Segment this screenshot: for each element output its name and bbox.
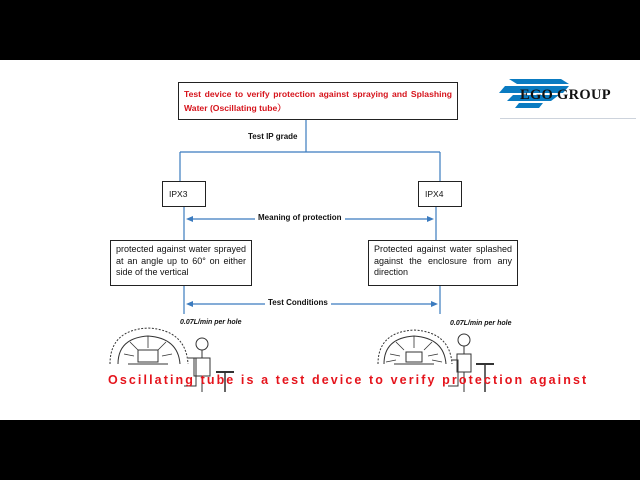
logo-divider (500, 118, 636, 119)
test-ip-grade-label: Test IP grade (245, 132, 301, 141)
ipx4-oscillating-tube-illustration-icon (372, 322, 522, 400)
ipx4-description-box: Protected against water splashed against the enclosure from any direction (368, 240, 518, 286)
test-conditions-label: Test Conditions (265, 298, 331, 307)
ipx3-description-box: protected against water sprayed at an angle up to 60° on either side of the vertical (110, 240, 252, 286)
slide (0, 60, 640, 420)
ipx4-grade-box: IPX4 (418, 181, 462, 207)
subtitle-caption: Oscillating tube is a test device to verify protection against (108, 373, 589, 387)
ipx3-grade-box: IPX3 (162, 181, 206, 207)
logo-text: EGO GROUP (520, 87, 611, 103)
ipx3-oscillating-tube-illustration-icon (104, 320, 254, 400)
ipx3-flow-rate: 0.07L/min per hole (180, 319, 242, 326)
meaning-of-protection-label: Meaning of protection (255, 213, 345, 222)
diagram-title-box: Test device to verify protection against spraying and Splashing Water (Oscillating tube） (178, 82, 458, 120)
ipx4-flow-rate: 0.07L/min per hole (450, 320, 512, 327)
